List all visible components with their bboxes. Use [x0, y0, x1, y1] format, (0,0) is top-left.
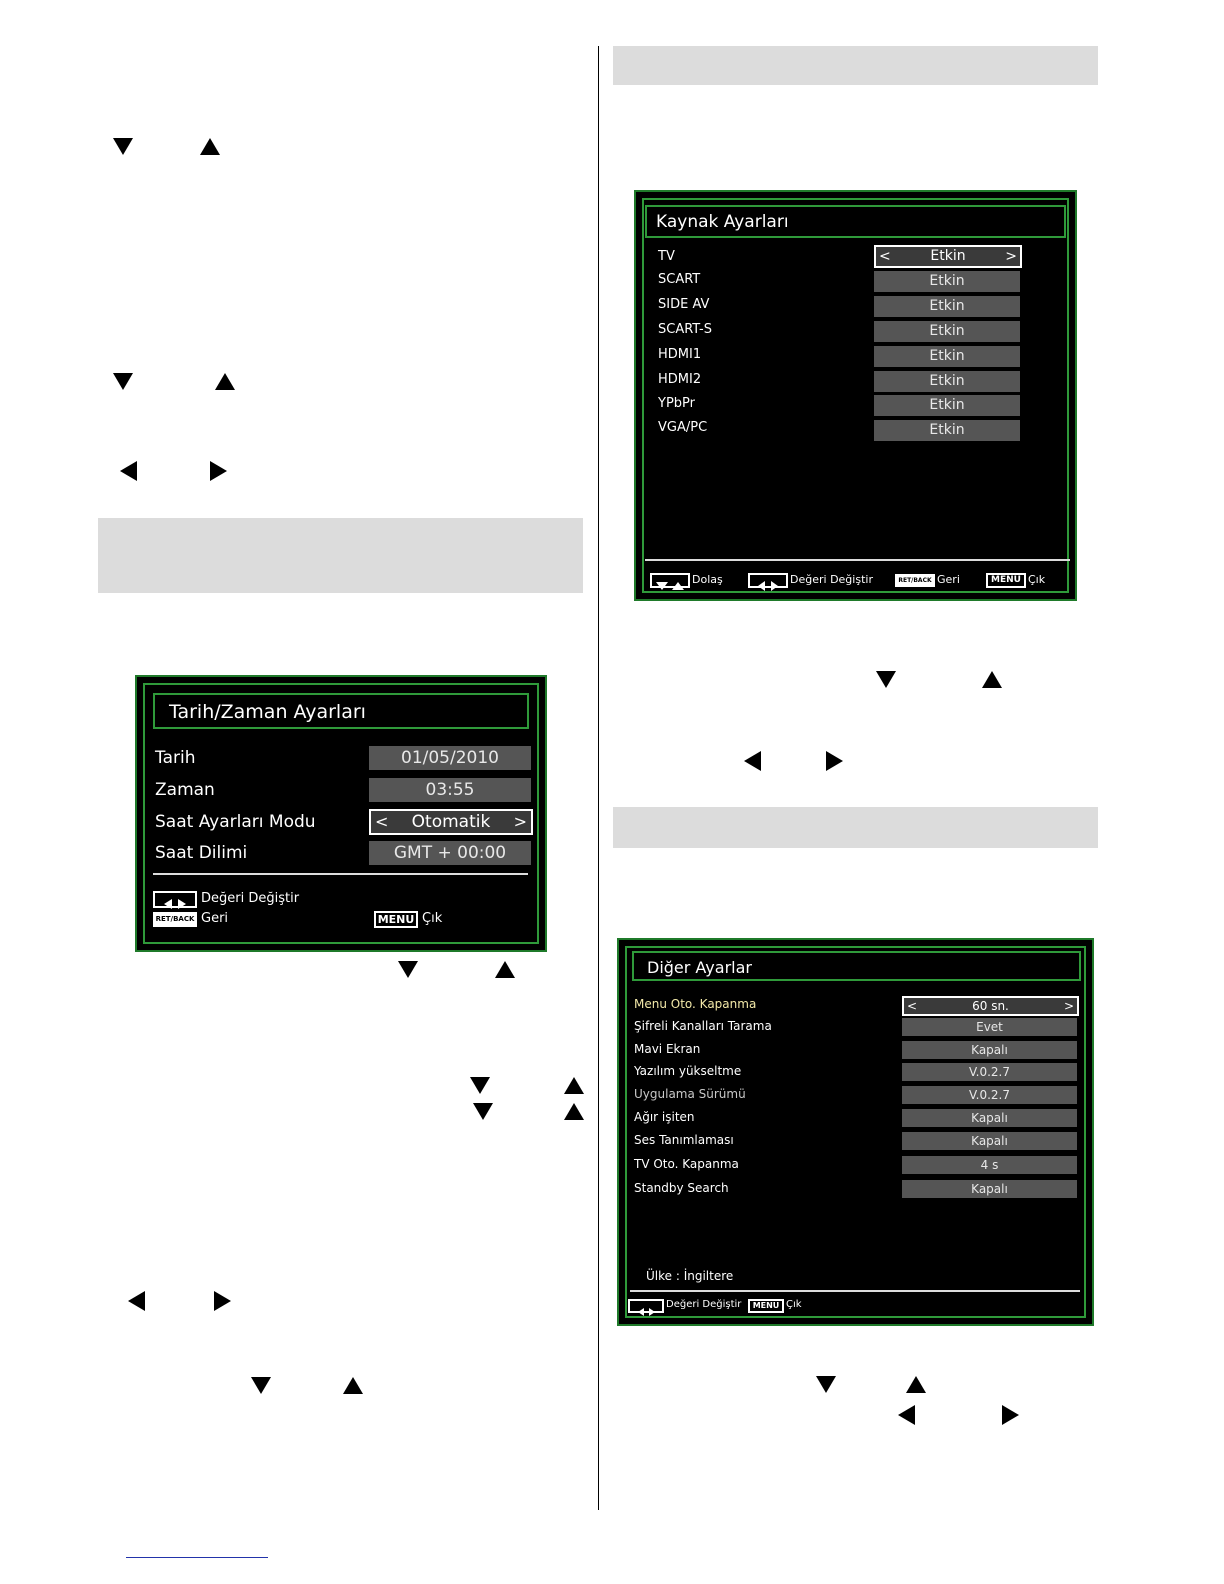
setting-value[interactable]: Kapalı [902, 1041, 1077, 1059]
source-value[interactable]: Etkin [874, 321, 1020, 342]
setting-value[interactable]: 4 s [902, 1156, 1077, 1174]
chevron-right-icon[interactable]: > [1063, 999, 1074, 1013]
chevron-left-icon[interactable]: < [879, 248, 891, 264]
source-value[interactable]: Etkin [874, 420, 1020, 441]
row-label: Saat Dilimi [155, 843, 248, 863]
right-arrow-icon [214, 1291, 231, 1311]
section-header-bar [613, 807, 1098, 848]
row-label: Tarih [155, 748, 196, 768]
screen-title [153, 693, 529, 729]
down-arrow-icon [113, 373, 133, 390]
right-arrow-icon [210, 461, 227, 481]
tv-source-selector[interactable] [874, 245, 1022, 268]
kaynak-screen [634, 190, 1077, 601]
setting-value: V.0.2.7 [902, 1086, 1077, 1104]
row-label: Ses Tanımlaması [634, 1133, 734, 1147]
time-value[interactable]: 03:55 [369, 778, 531, 802]
ret-back-key-icon: RET/BACK [153, 912, 197, 927]
row-label: SIDE AV [658, 297, 710, 312]
row-label: SCART-S [658, 322, 712, 337]
row-label: VGA/PC [658, 420, 708, 435]
hint-exit: Çık [1028, 573, 1046, 586]
row-label: Zaman [155, 780, 215, 800]
timezone-value[interactable]: GMT + 00:00 [369, 841, 531, 865]
up-arrow-icon [343, 1377, 363, 1394]
menu-timeout-selector[interactable] [902, 996, 1079, 1016]
row-label: HDMI2 [658, 372, 702, 387]
screen-title-text: Tarih/Zaman Ayarları [169, 701, 366, 723]
hint-back: Geri [201, 911, 229, 926]
screen-title [645, 205, 1066, 238]
hint-change: Değeri Değiştir [666, 1299, 742, 1310]
left-right-key-icon [153, 891, 197, 908]
date-value[interactable]: 01/05/2010 [369, 746, 531, 770]
up-arrow-icon [564, 1077, 584, 1094]
left-arrow-icon [128, 1291, 145, 1311]
row-label: TV [658, 249, 675, 264]
row-label: SCART [658, 272, 701, 287]
section-header-bar [613, 46, 1098, 85]
left-arrow-icon [120, 461, 137, 481]
left-arrow-icon [898, 1405, 915, 1425]
chevron-right-icon[interactable]: > [513, 812, 527, 831]
screen-title-text: Kaynak Ayarları [656, 212, 789, 232]
setting-value[interactable]: Kapalı [902, 1109, 1077, 1127]
row-label: Mavi Ekran [634, 1042, 701, 1056]
down-arrow-icon [470, 1077, 490, 1094]
right-arrow-icon [1002, 1405, 1019, 1425]
row-label-highlighted: Menu Oto. Kapanma [634, 997, 757, 1011]
up-arrow-icon [495, 961, 515, 978]
menu-key-icon: MENU [374, 911, 418, 928]
source-value[interactable]: Etkin [874, 271, 1020, 292]
setting-value[interactable]: Kapalı [902, 1132, 1077, 1150]
hint-navigate: Dolaş [692, 573, 723, 586]
source-value: Etkin [930, 248, 966, 264]
up-arrow-icon [564, 1103, 584, 1120]
separator [153, 873, 528, 875]
column-divider [598, 46, 599, 1510]
source-value[interactable]: Etkin [874, 395, 1020, 416]
row-label-disabled: Uygulama Sürümü [634, 1087, 746, 1101]
screen-title [632, 951, 1081, 981]
chevron-left-icon[interactable]: < [375, 812, 389, 831]
down-arrow-icon [113, 138, 133, 155]
down-arrow-icon [251, 1377, 271, 1394]
chevron-left-icon[interactable]: < [907, 999, 918, 1013]
country-label: Ülke : İngiltere [646, 1269, 734, 1283]
chevron-right-icon[interactable]: > [1005, 248, 1017, 264]
down-arrow-icon [473, 1103, 493, 1120]
up-arrow-icon [215, 373, 235, 390]
menu-key-icon: MENU [986, 573, 1026, 588]
source-value[interactable]: Etkin [874, 296, 1020, 317]
setting-value[interactable]: V.0.2.7 [902, 1063, 1077, 1081]
hint-exit: Çık [422, 911, 443, 926]
down-arrow-icon [398, 961, 418, 978]
hint-back: Geri [937, 573, 960, 586]
right-arrow-icon [826, 751, 843, 771]
tarih-zaman-screen [135, 675, 547, 952]
row-label: Ağır işiten [634, 1110, 695, 1124]
up-arrow-icon [200, 138, 220, 155]
time-mode-selector[interactable] [369, 809, 533, 835]
separator [645, 559, 1070, 561]
hint-exit: Çık [786, 1299, 802, 1310]
up-arrow-icon [982, 671, 1002, 688]
source-value[interactable]: Etkin [874, 346, 1020, 367]
hint-change: Değeri Değiştir [201, 891, 300, 906]
left-right-key-icon [628, 1299, 664, 1313]
diger-screen [617, 938, 1094, 1326]
footer-link-underline [126, 1557, 268, 1558]
ret-back-key-icon: RET/BACK [895, 574, 935, 587]
separator [630, 1290, 1080, 1292]
menu-key-icon: MENU [748, 1299, 784, 1313]
row-label: Saat Ayarları Modu [155, 812, 316, 832]
section-header-bar [98, 518, 583, 593]
hint-change: Değeri Değiştir [790, 573, 873, 586]
setting-value[interactable]: Kapalı [902, 1180, 1077, 1198]
row-label: HDMI1 [658, 347, 702, 362]
left-right-key-icon [748, 573, 788, 588]
row-label: YPbPr [658, 396, 695, 411]
row-label: Standby Search [634, 1181, 729, 1195]
left-arrow-icon [744, 751, 761, 771]
down-arrow-icon [816, 1376, 836, 1393]
screen-title-text: Diğer Ayarlar [647, 958, 752, 977]
row-label: Şifreli Kanalları Tarama [634, 1019, 772, 1033]
up-arrow-icon [906, 1376, 926, 1393]
menu-timeout-value: 60 sn. [972, 999, 1009, 1013]
down-up-key-icon [650, 573, 690, 588]
setting-value[interactable]: Evet [902, 1018, 1077, 1036]
row-label: TV Oto. Kapanma [634, 1157, 739, 1171]
row-label: Yazılım yükseltme [634, 1064, 742, 1078]
time-mode-value: Otomatik [411, 812, 491, 832]
source-value[interactable]: Etkin [874, 371, 1020, 392]
down-arrow-icon [876, 671, 896, 688]
